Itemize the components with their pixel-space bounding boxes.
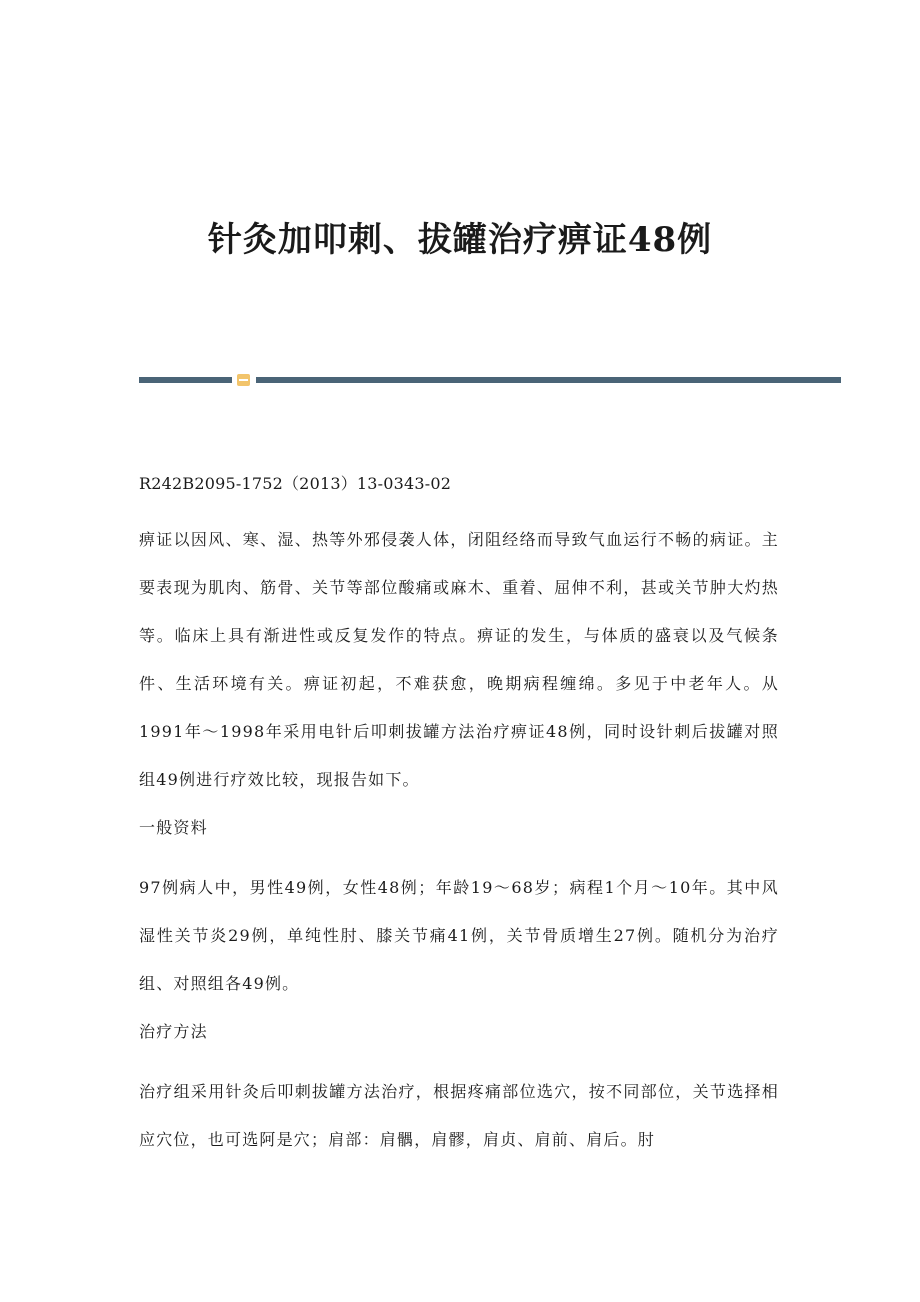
- treatment-paragraph: 治疗组采用针灸后叩刺拔罐方法治疗，根据疼痛部位选穴，按不同部位，关节选择相应穴位，也可选阿是穴；肩部：肩髃，肩髎，肩贞、肩前、肩后。肘: [139, 1082, 779, 1149]
- document-title: 针灸加叩刺、拔罐治疗痹证48例: [207, 220, 713, 260]
- document-body: [139, 464, 779, 1164]
- divider-emblem-icon: [237, 374, 250, 386]
- divider-bar-right: [256, 377, 841, 383]
- classification-number: R242B2095-1752（2013）13-0343-02: [139, 474, 452, 493]
- general-info-paragraph: 97例病人中，男性49例，女性48例；年龄19～68岁；病程1个月～10年。其中风湿性关节炎29例，单纯性肘、膝关节痛41例，关节骨质增生27例。随机分为治疗组、对照组各49例。: [139, 878, 779, 993]
- intro-paragraph: 痹证以因风、寒、湿、热等外邪侵袭人体，闭阻经络而导致气血运行不畅的病证。主要表现为肌肉、筋骨、关节等部位酸痛或麻木、重着、屈伸不利，甚或关节肿大灼热等。临床上具有渐进性或反复发作的特点。痹证的发生，与体质的盛衰以及气候条件、生活环境有关。痹证初起，不难获愈，晚期病程缠绵。多见于中老年人。从1991年～1998年采用电针后叩刺拔罐方法治疗痹证48例，同时设针刺后拔罐对照组49例进行疗效比较，现报告如下。: [139, 530, 779, 789]
- divider-bar-left: [139, 377, 232, 383]
- title-divider: [139, 374, 841, 386]
- section-heading-general: 一般资料: [139, 818, 208, 837]
- section-heading-treatment: 治疗方法: [139, 1022, 208, 1041]
